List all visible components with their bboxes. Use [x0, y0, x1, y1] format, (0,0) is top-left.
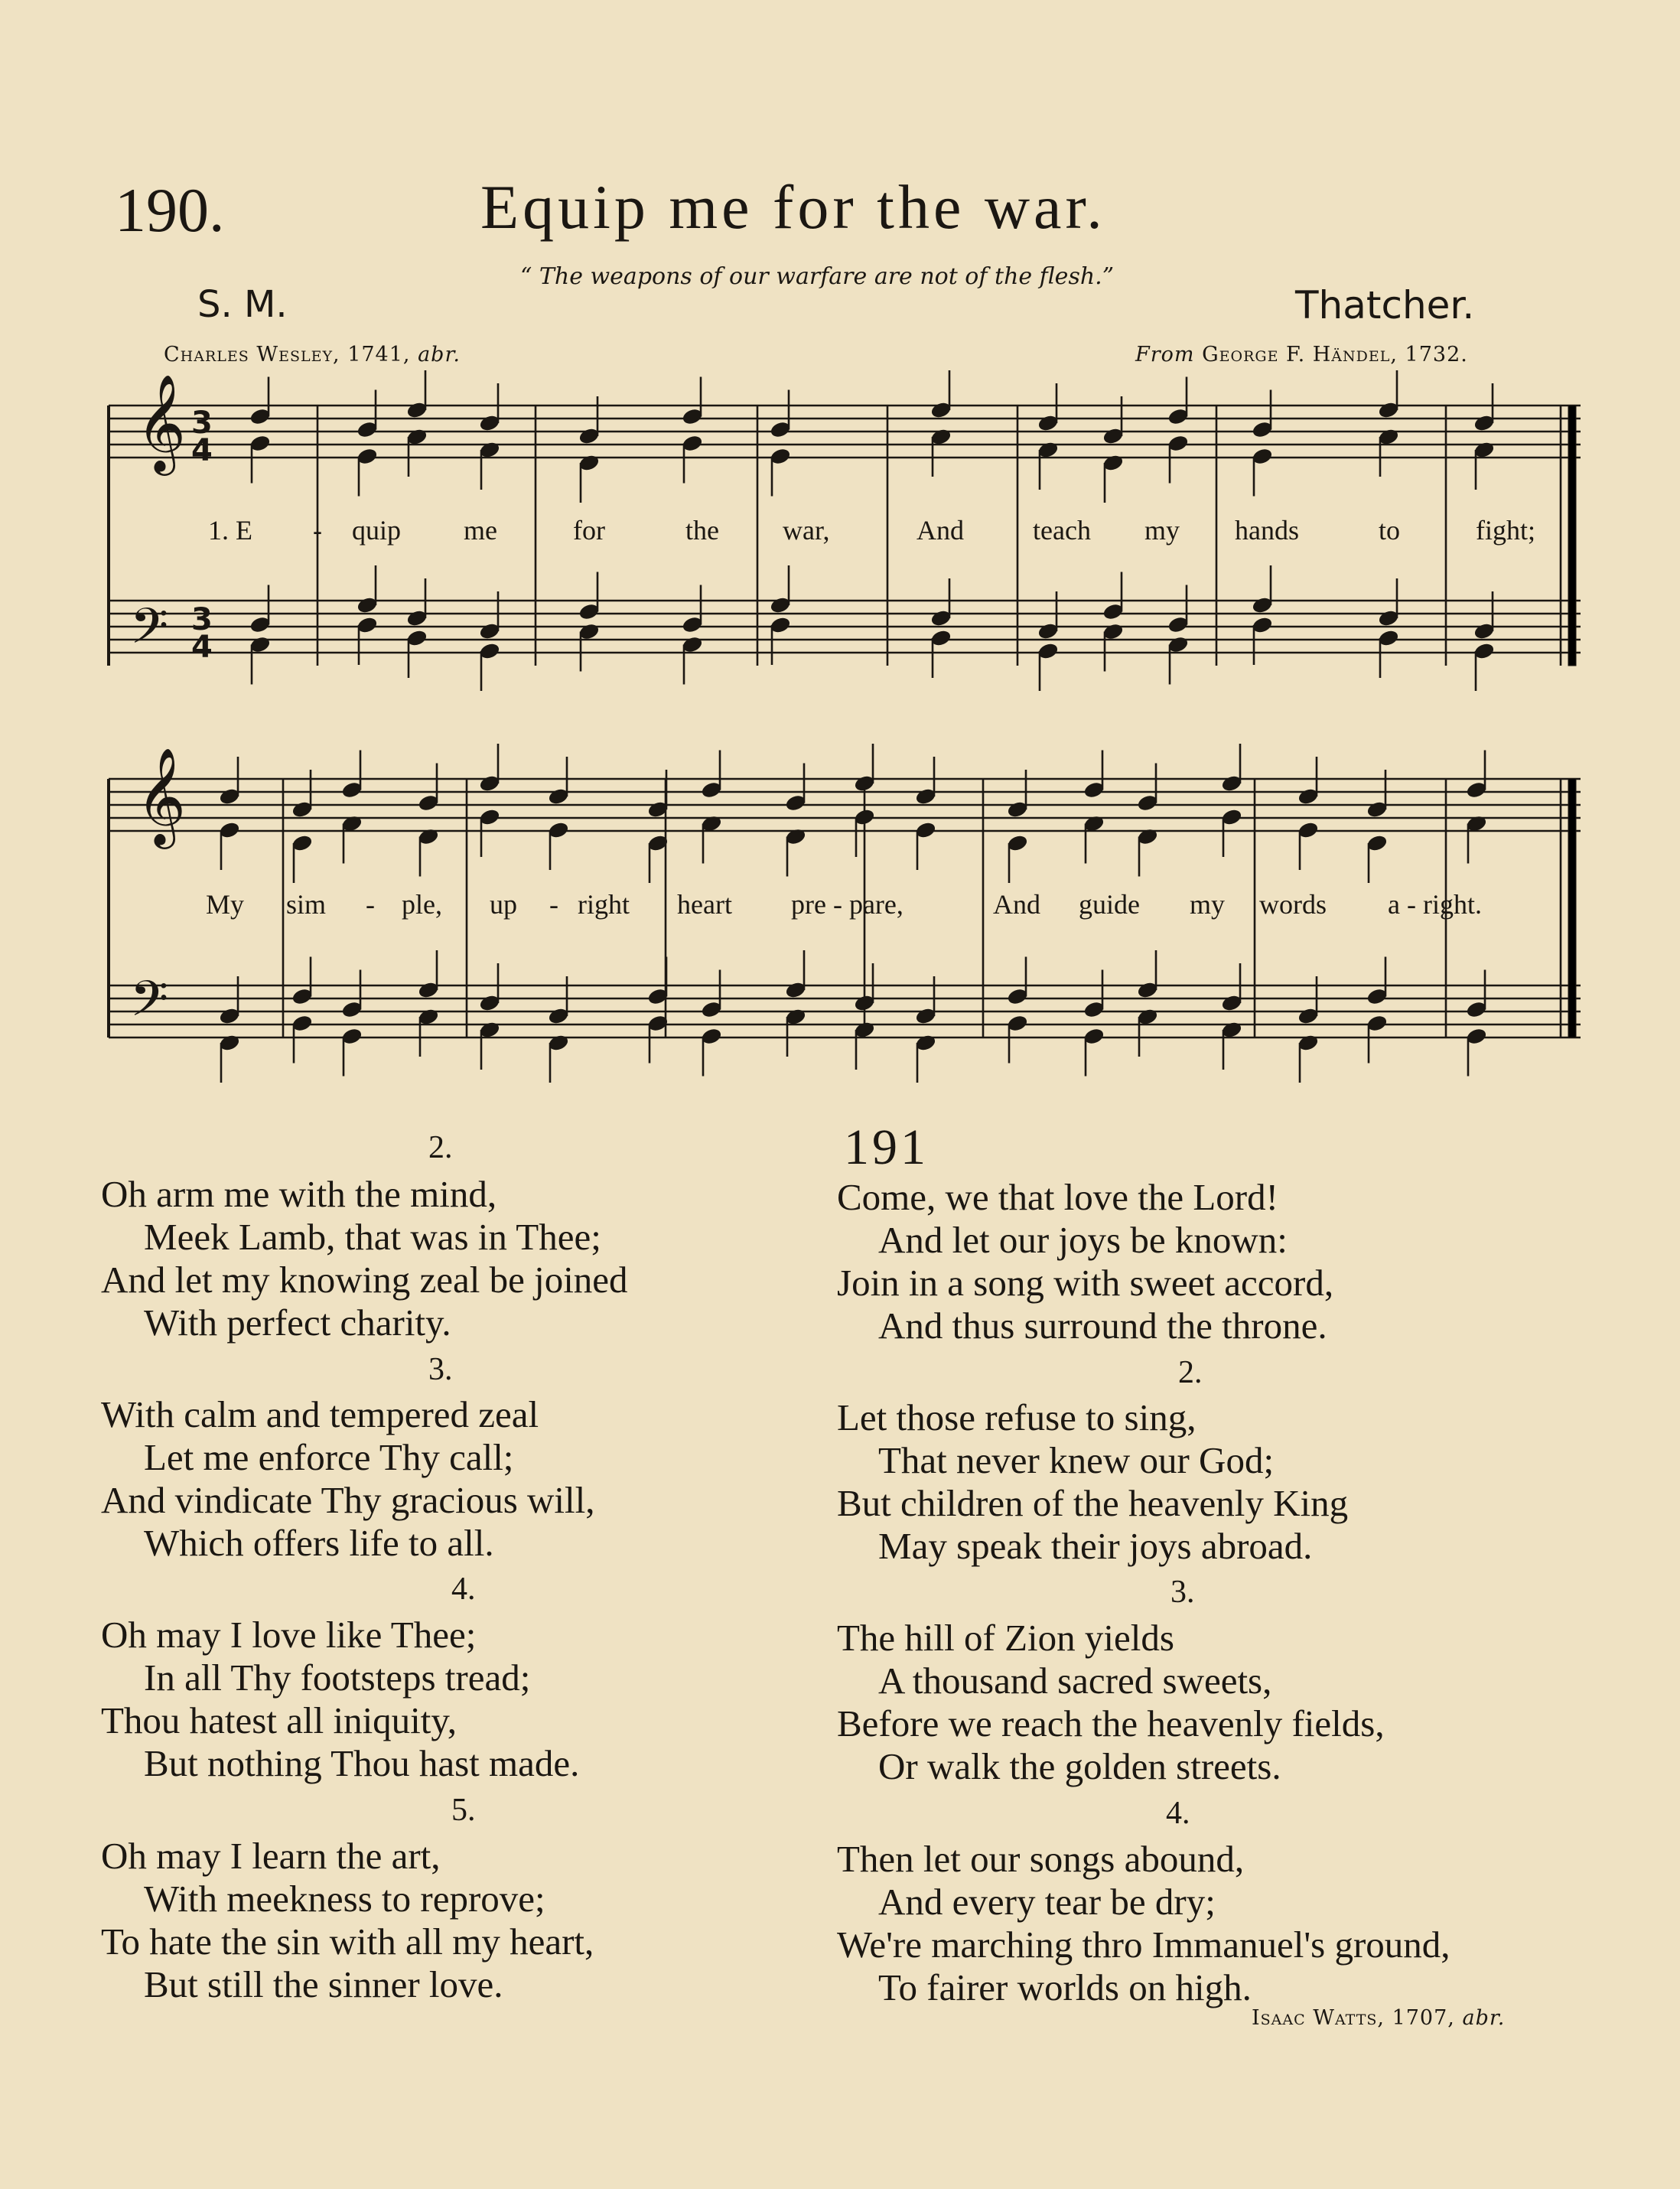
lyric-syllable: hands [1235, 515, 1299, 546]
verse-number: 2. [1178, 1355, 1203, 1390]
credit-year: 1707, [1392, 2006, 1455, 2030]
lyric-syllable: right [578, 889, 630, 920]
verse-line: Before we reach the heavenly fields, [837, 1702, 1385, 1744]
composer-name: George F. Händel, [1202, 343, 1398, 366]
lyric-syllable: heart [677, 889, 732, 920]
credit-note: abr. [1462, 2006, 1506, 2030]
tune-name: Thatcher. [1295, 283, 1475, 327]
verse-line: With perfect charity. [144, 1301, 451, 1344]
lyric-syllable: And [993, 889, 1040, 920]
verse-line: Join in a song with sweet accord, [837, 1262, 1334, 1304]
verse-line: That never knew our God; [878, 1439, 1275, 1481]
verse-line: To fairer worlds on high. [878, 1966, 1252, 2008]
treble-clef-icon: 𝄞 [136, 373, 187, 471]
bass-clef-icon: 𝄢 [130, 598, 169, 667]
verse-number: 4. [1166, 1796, 1190, 1831]
verse-line: Oh may I learn the art, [101, 1835, 441, 1877]
lyric-syllable: quip [352, 515, 402, 546]
clefs [130, 373, 213, 1040]
time-signature-top: 3 [191, 406, 213, 441]
lyric-syllable: war, [783, 515, 830, 546]
verse-line: Let those refuse to sing, [837, 1396, 1197, 1438]
epigraph: “ The weapons of our warfare are not of the flesh.” [520, 263, 1115, 290]
author-name: Charles Wesley, [164, 343, 340, 366]
verse-line: Then let our songs abound, [837, 1838, 1245, 1880]
lyric-syllable: for [573, 515, 605, 546]
verse-line: Let me enforce Thy call; [144, 1436, 514, 1478]
lyric-syllable: a - right. [1388, 889, 1482, 920]
lyric-syllable: my [1144, 515, 1180, 546]
verse-line: But nothing Thou hast made. [144, 1742, 580, 1784]
lyric-syllable: up [490, 889, 517, 920]
verse-line: Thou hatest all iniquity, [101, 1699, 457, 1741]
final-barline [1568, 779, 1576, 1037]
lyric-syllable: guide [1079, 889, 1140, 920]
verse-number: 2. [428, 1130, 453, 1165]
verse-line: With calm and tempered zeal [101, 1393, 539, 1435]
verse-line: And let my knowing zeal be joined [101, 1259, 628, 1301]
verse-line: Oh may I love like Thee; [101, 1614, 477, 1656]
lyric-syllable: words [1259, 889, 1327, 920]
verse-line: We're marching thro Immanuel's ground, [837, 1924, 1450, 1966]
lyric-syllable: my [1190, 889, 1226, 920]
lyric-syllable: fight; [1476, 515, 1535, 546]
lyric-syllable: - [549, 889, 558, 920]
verse-number: 3. [1170, 1575, 1195, 1610]
verse-line: Come, we that love the Lord! [837, 1176, 1278, 1218]
author-note: abr. [418, 343, 461, 366]
treble-clef-icon: 𝄞 [136, 747, 187, 845]
verse-line: And thus surround the throne. [878, 1305, 1327, 1347]
verse-line: But children of the heavenly King [837, 1482, 1349, 1524]
verse-line: Oh arm me with the mind, [101, 1173, 497, 1215]
credit-name: Isaac Watts, [1252, 2006, 1385, 2030]
lyric-syllable: me [464, 515, 497, 546]
lyric-syllable: pre - pare, [791, 889, 903, 920]
verse-line: In all Thy footsteps tread; [144, 1656, 531, 1699]
lyric-syllable: sim [286, 889, 327, 920]
verse-line: Or walk the golden streets. [878, 1745, 1281, 1787]
lyric-syllable: teach [1033, 515, 1091, 546]
lyric-syllable: ple, [402, 889, 442, 920]
bass-clef-icon: 𝄢 [130, 971, 169, 1040]
lyric-syllable: to [1379, 515, 1401, 546]
lyric-syllable: - [366, 889, 375, 920]
time-signature-bottom: 4 [191, 433, 213, 468]
hymn-title: Equip me for the war. [480, 172, 1106, 242]
verse-line: And vindicate Thy gracious will, [101, 1479, 595, 1521]
final-barline [1568, 406, 1576, 666]
verse-line: Which offers life to all. [144, 1522, 494, 1564]
staff-lines [109, 406, 1581, 1037]
author-year: 1741, [347, 343, 411, 366]
lyric-syllable: - [313, 515, 322, 546]
hymn-number: 190. [115, 175, 225, 245]
verse-line: May speak their joys abroad. [878, 1525, 1313, 1567]
composer-year: 1732. [1405, 343, 1468, 366]
verse-number: 4. [451, 1572, 476, 1607]
verse-line: And every tear be dry; [878, 1881, 1216, 1923]
verse-line: But still the sinner love. [144, 1963, 503, 2005]
barlines [109, 406, 1576, 1037]
hymn-191-number: 191 [844, 1119, 929, 1175]
hymn-191-credit [1252, 2006, 1505, 2030]
lyric-syllable: the [685, 515, 719, 546]
time-signature-bottom: 4 [191, 630, 213, 665]
verse-line: With meekness to reprove; [144, 1878, 545, 1920]
time-signature-top: 3 [191, 602, 213, 637]
meter: S. M. [197, 283, 288, 326]
verse-line: A thousand sacred sweets, [878, 1660, 1272, 1702]
lyric-syllable: 1. E [208, 515, 252, 546]
verse-line: And let our joys be known: [878, 1219, 1288, 1261]
verse-line: Meek Lamb, that was in Thee; [144, 1216, 601, 1258]
verse-line: To hate the sin with all my heart, [101, 1920, 594, 1963]
verse-line: The hill of Zion yields [837, 1617, 1174, 1659]
notes [219, 370, 1495, 1083]
composer-prefix: From [1135, 343, 1195, 366]
lyric-syllable: My [206, 889, 245, 920]
verse-number: 3. [428, 1352, 453, 1387]
lyric-syllable: And [917, 515, 964, 546]
verse-number: 5. [451, 1793, 476, 1828]
